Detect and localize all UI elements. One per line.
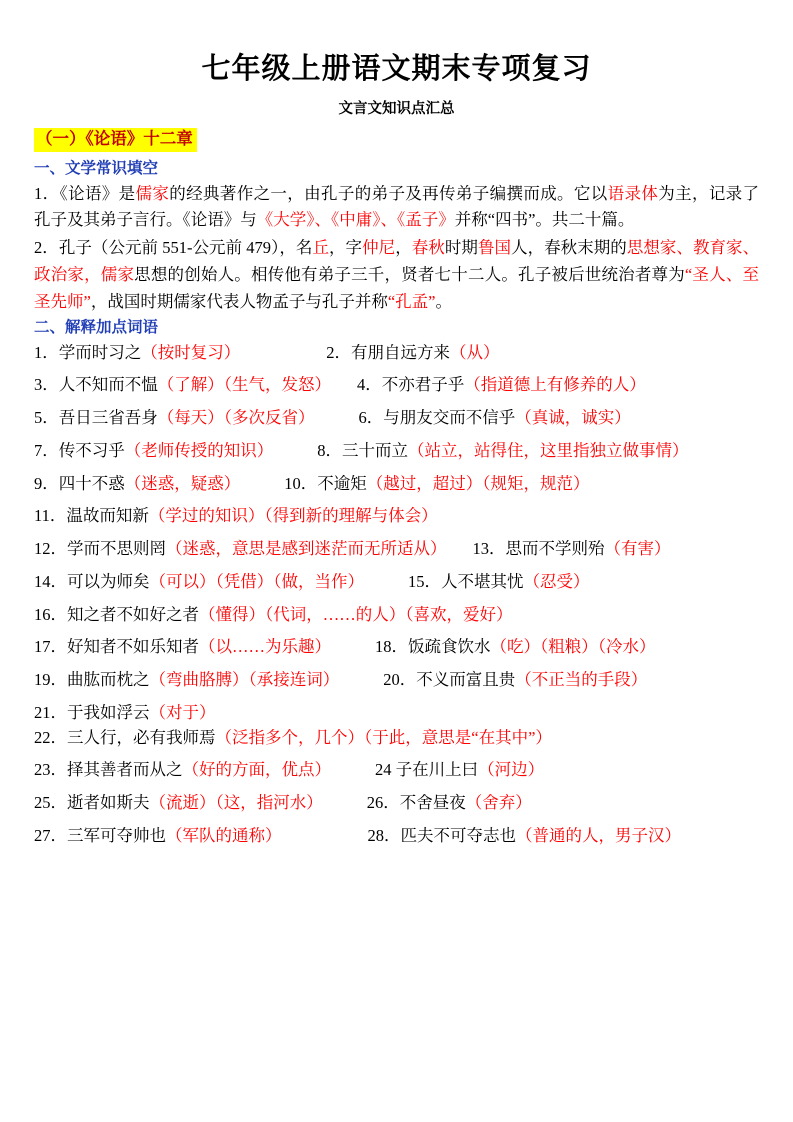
vocab-item-answer: （以……为乐趣） bbox=[199, 637, 331, 657]
vocab-item-number: 25． bbox=[34, 793, 67, 812]
vocab-item-number: 16． bbox=[34, 604, 67, 624]
page-subtitle: 文言文知识点汇总 bbox=[338, 101, 455, 117]
vocab-row bbox=[34, 758, 759, 783]
vocab-item-answer: （军队的通称） bbox=[166, 825, 282, 845]
vocab-item-number: 10． bbox=[284, 473, 318, 493]
vocab-item-number: 2． bbox=[326, 342, 351, 362]
vocab-item-number: 27． bbox=[34, 825, 67, 845]
vocab-item bbox=[473, 537, 671, 562]
vocab-item-phrase: 知之者不如好之者 bbox=[67, 604, 199, 624]
vocab-item-number: 14． bbox=[34, 571, 67, 591]
vocab-item-answer: （指道德上有修养的人） bbox=[464, 375, 646, 395]
vocab-item bbox=[34, 726, 552, 751]
vocab-item-number: 24 bbox=[375, 760, 392, 780]
vocab-item bbox=[317, 439, 688, 464]
vocab-item-answer: （懂得）（代词，……的人）（喜欢，爱好） bbox=[199, 604, 513, 624]
vocab-item-number: 13． bbox=[472, 539, 506, 558]
vocab-item bbox=[375, 758, 544, 783]
vocab-item bbox=[375, 635, 656, 660]
vocab-item-answer: （从） bbox=[450, 342, 500, 362]
vocab-item-phrase: 择其善者而从之 bbox=[67, 760, 183, 780]
vocab-item-phrase: 匹夫不可夺志也 bbox=[400, 825, 516, 845]
vocab-item-number: 12． bbox=[34, 539, 67, 558]
vocab-row bbox=[34, 537, 759, 562]
vocab-item bbox=[34, 504, 438, 529]
vocab-item-number: 8． bbox=[317, 440, 342, 460]
vocab-item-phrase: 温故而知新 bbox=[66, 506, 149, 526]
vocab-item-phrase: 子在川上曰 bbox=[391, 760, 479, 780]
vocab-item-answer: （学过的知识）（得到新的理解与体会） bbox=[148, 506, 438, 526]
vocab-item-phrase: 学而不思则罔 bbox=[67, 539, 166, 558]
vocab-item bbox=[357, 373, 646, 398]
vocab-item bbox=[34, 668, 339, 693]
vocab-item-answer: （迷惑，疑惑） bbox=[124, 473, 241, 493]
vocab-item-answer: （流逝）（这，指河水） bbox=[149, 793, 323, 812]
p2-answer6: “圣人、至圣先师” bbox=[34, 264, 760, 311]
vocab-item-number: 9． bbox=[34, 473, 59, 493]
p2-seg8: 。 bbox=[435, 291, 452, 311]
p2-answer2: 仲尼 bbox=[362, 238, 396, 258]
vocab-item-phrase: 传不习乎 bbox=[58, 440, 125, 460]
p1-answer2: 语录体 bbox=[607, 183, 659, 203]
section-heading: （一）《论语》十二章 bbox=[34, 128, 197, 152]
p1-seg4: 并称“四书”。共二十篇。 bbox=[454, 210, 635, 230]
vocab-item-phrase: 逝者如斯夫 bbox=[67, 793, 150, 812]
vocab-item bbox=[34, 635, 331, 660]
vocab-item-phrase: 四十不惑 bbox=[58, 473, 125, 493]
vocab-row bbox=[34, 701, 759, 751]
p2-answer3: 春秋 bbox=[411, 238, 445, 258]
vocab-item bbox=[34, 603, 513, 628]
vocab-row bbox=[34, 824, 759, 849]
vocab-item-answer: （普通的人，男子汉） bbox=[516, 825, 681, 845]
vocab-item-number: 6． bbox=[358, 408, 384, 427]
vocab-item bbox=[34, 758, 331, 783]
vocabulary-list bbox=[34, 341, 759, 849]
vocab-item-number: 23． bbox=[34, 760, 67, 780]
p2-seg5: 人，春秋末期的 bbox=[511, 238, 627, 258]
p1-seg1: 1．《论语》是 bbox=[34, 183, 136, 203]
vocab-item bbox=[34, 570, 364, 595]
vocab-item-phrase: 与朋友交而不信乎 bbox=[383, 408, 516, 427]
vocab-item bbox=[359, 406, 631, 431]
vocab-item bbox=[34, 373, 331, 398]
vocab-row bbox=[34, 373, 759, 398]
vocab-item-number: 4． bbox=[357, 375, 382, 395]
paragraph-analects-intro bbox=[34, 181, 759, 234]
p2-answer4: 鲁国 bbox=[477, 238, 512, 258]
vocab-item bbox=[34, 472, 240, 497]
vocab-item-number: 3． bbox=[34, 375, 59, 395]
vocab-item bbox=[408, 570, 590, 595]
vocab-item-phrase: 曲肱而枕之 bbox=[67, 670, 150, 689]
p1-answer1: 儒家 bbox=[135, 183, 170, 203]
vocab-item-answer: （忍受） bbox=[523, 571, 590, 591]
subsection-heading-literary-common-sense: 一、文学常识填空 bbox=[34, 159, 159, 177]
vocab-item-answer: （不正当的手段） bbox=[515, 670, 648, 689]
p2-seg1: 2．孔子（公元前 551-公元前 479），名 bbox=[34, 238, 313, 258]
vocab-item-number: 19． bbox=[34, 670, 67, 689]
vocab-item-answer: （站立，站得住，这里指独立做事情） bbox=[408, 440, 689, 460]
vocab-item-number: 11． bbox=[34, 506, 67, 526]
vocab-item-phrase: 有朋自远方来 bbox=[351, 342, 450, 362]
p2-seg7: ，战国时期儒家代表人物孟子与孔子并称 bbox=[90, 291, 388, 311]
vocab-item-number: 26． bbox=[366, 793, 400, 812]
vocab-item-phrase: 不舍昼夜 bbox=[399, 793, 466, 812]
vocab-item-phrase: 学而时习之 bbox=[58, 342, 142, 362]
p2-answer5: 思想家、教育家、政治家，儒家 bbox=[34, 238, 760, 284]
vocab-row bbox=[34, 635, 759, 660]
vocab-item-answer: （真诚，诚实） bbox=[515, 408, 631, 427]
vocab-item-number: 22． bbox=[34, 727, 67, 747]
vocab-row bbox=[34, 439, 759, 464]
vocab-row bbox=[34, 570, 759, 595]
vocab-item-answer: （按时复习） bbox=[141, 342, 241, 362]
vocab-item-answer: （可以）（凭借）（做，当作） bbox=[149, 571, 364, 591]
vocab-item-phrase: 可以为师矣 bbox=[67, 571, 150, 591]
vocab-item-phrase: 三人行，必有我师焉 bbox=[67, 727, 216, 747]
vocab-item bbox=[34, 824, 282, 849]
p2-seg4: 时期 bbox=[444, 238, 478, 258]
vocab-row bbox=[34, 406, 759, 431]
vocab-item-answer: （老师传授的知识） bbox=[124, 440, 274, 460]
vocab-item-answer: （河边） bbox=[478, 760, 545, 780]
vocab-row bbox=[34, 603, 759, 628]
p2-seg3: ， bbox=[395, 238, 412, 258]
vocab-item-answer: （弯曲胳膊）（承接连词） bbox=[149, 670, 340, 689]
vocab-item bbox=[367, 791, 532, 816]
p1-seg2: 的经典著作之一，由孔子的弟子及再传弟子编撰而成。它以 bbox=[169, 183, 608, 203]
vocab-item bbox=[34, 406, 315, 431]
vocab-item-phrase: 三十而立 bbox=[342, 440, 408, 460]
vocab-item-phrase: 人不知而不愠 bbox=[58, 375, 158, 395]
vocab-item-answer: （迷惑，意思是感到迷茫而无所适从） bbox=[166, 539, 447, 558]
vocab-item bbox=[34, 537, 447, 562]
vocab-item-answer: （好的方面，优点） bbox=[182, 760, 331, 780]
vocab-item-number: 21． bbox=[34, 702, 67, 722]
vocab-item bbox=[34, 701, 216, 726]
vocab-item-answer: （越过，超过）（规矩，规范） bbox=[366, 473, 590, 493]
paragraph-confucius-intro bbox=[34, 235, 759, 315]
vocab-item-number: 28． bbox=[367, 825, 401, 845]
vocab-item-phrase: 三军可夺帅也 bbox=[67, 825, 166, 845]
vocab-item-number: 5． bbox=[34, 408, 59, 427]
vocab-row bbox=[34, 668, 759, 693]
vocab-row bbox=[34, 341, 759, 366]
vocab-item bbox=[284, 472, 589, 497]
vocab-item-phrase: 不亦君子乎 bbox=[381, 375, 465, 395]
vocab-item bbox=[326, 341, 499, 366]
subsection-heading-explain-words: 二、解释加点词语 bbox=[34, 319, 159, 337]
vocab-row bbox=[34, 472, 759, 497]
vocab-item-answer: （了解）（生气，发怒） bbox=[157, 375, 331, 395]
p2-seg2: ，字 bbox=[329, 238, 363, 258]
vocab-item bbox=[34, 791, 323, 816]
p1-answer3: 《大学》、《中庸》、《孟子》 bbox=[256, 210, 455, 230]
vocab-item-number: 1． bbox=[34, 342, 59, 362]
vocab-item bbox=[368, 824, 682, 849]
vocab-item-phrase: 好知者不如乐知者 bbox=[67, 637, 199, 657]
p2-seg6: 思想的创始人。相传他有弟子三千，贤者七十二人。孔子被后世统治者尊为 bbox=[134, 264, 685, 284]
vocab-item-phrase: 思而不学则殆 bbox=[505, 539, 605, 558]
page-title: 七年级上册语文期末专项复习 bbox=[201, 53, 592, 85]
vocab-item bbox=[383, 668, 647, 693]
vocab-item bbox=[34, 439, 273, 464]
vocab-item-number: 15． bbox=[408, 571, 441, 591]
vocab-item-answer: （有害） bbox=[604, 539, 671, 558]
vocab-item-answer: （泛指多个，几个）（于此，意思是“在其中”） bbox=[215, 727, 552, 747]
vocab-item-number: 7． bbox=[34, 440, 59, 460]
vocab-item-answer: （舍弃） bbox=[465, 793, 532, 812]
vocab-item-number: 18． bbox=[375, 637, 408, 657]
vocab-item-phrase: 不逾矩 bbox=[317, 473, 367, 493]
vocab-item-number: 17． bbox=[34, 637, 67, 657]
vocab-row bbox=[34, 791, 759, 816]
p1-seg3: 为主，记录了孔子及其弟子言行。《论语》与 bbox=[34, 183, 760, 230]
vocab-item-answer: （每天）（多次反省） bbox=[157, 408, 315, 427]
section-heading-wrapper bbox=[34, 126, 759, 156]
p2-answer1: 丘 bbox=[312, 238, 330, 258]
vocab-item-phrase: 于我如浮云 bbox=[67, 702, 150, 722]
vocab-item-phrase: 饭疏食饮水 bbox=[408, 637, 491, 657]
vocab-item-answer: （对于） bbox=[149, 702, 216, 722]
vocab-item-number: 20． bbox=[383, 670, 417, 689]
p2-answer7: “孔孟” bbox=[387, 291, 436, 311]
vocab-item-answer: （吃）（粗粮）（冷水） bbox=[490, 637, 656, 657]
vocab-item bbox=[34, 341, 240, 366]
vocab-item-phrase: 不义而富且贵 bbox=[416, 670, 516, 689]
vocab-row bbox=[34, 504, 759, 529]
vocab-item-phrase: 吾日三省吾身 bbox=[58, 408, 158, 427]
vocab-item-phrase: 人不堪其忧 bbox=[441, 571, 524, 591]
